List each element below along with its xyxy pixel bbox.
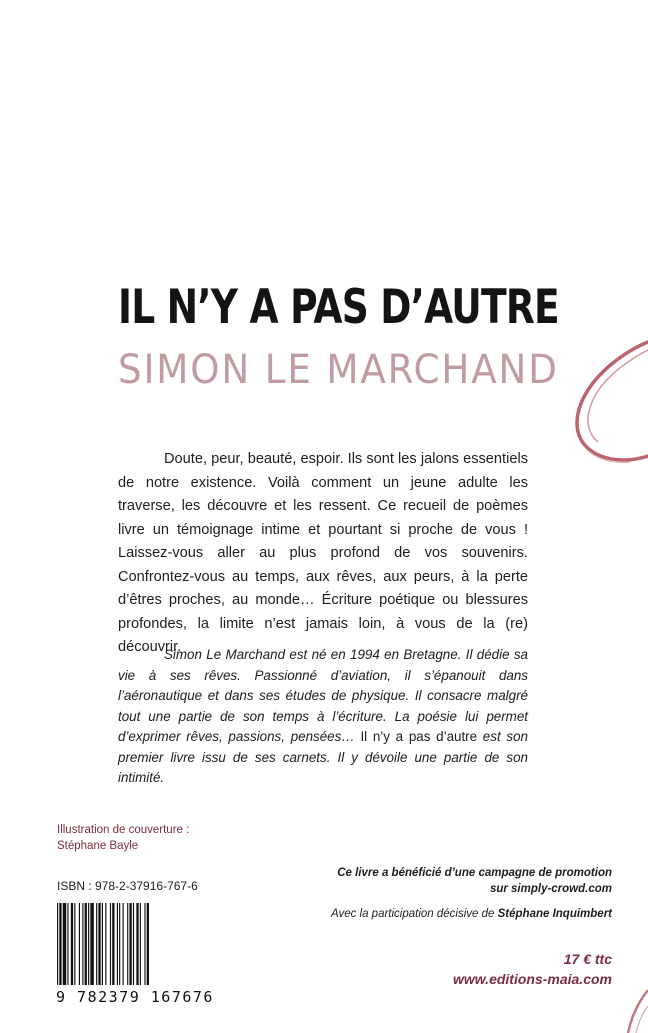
- book-title: IL N’Y A PAS D’AUTRE: [118, 280, 559, 335]
- promotion-line-2: sur simply-crowd.com: [489, 883, 612, 895]
- author-bio-part2: est son premier livre issu de ses carnets. Il y dévoile une partie de son intimité.: [118, 729, 528, 785]
- partner-name: Stéphane Inquimbert: [497, 908, 612, 920]
- author-name: SIMON LE MARCHAND: [118, 347, 559, 393]
- barcode-bar: [112, 903, 114, 985]
- barcode-bar: [127, 903, 128, 985]
- barcode-bar: [110, 903, 111, 985]
- barcode: [57, 903, 197, 985]
- partner-note: [331, 906, 612, 922]
- barcode-bar: [147, 903, 149, 985]
- barcode-bar: [82, 903, 83, 985]
- barcode-bar: [102, 903, 103, 985]
- barcode-bar: [90, 903, 93, 985]
- author-bio-part1: Simon Le Marchand est né en 1994 en Bretagne. Il dédie sa vie à ses rêves. Passionné d’aviation, il s’épanouit dans l’aéronautique et dans ses études de physique. Il consacre malgré tout une partie de son temps à l’écriture. La poésie lui permet d’exprimer rêves, passions, pensées…: [118, 647, 528, 744]
- illustration-credit: [57, 822, 189, 854]
- barcode-bar: [117, 903, 118, 985]
- barcode-bar: [71, 903, 73, 985]
- barcode-bar: [119, 903, 120, 985]
- barcode-bar: [136, 903, 138, 985]
- barcode-bar: [144, 903, 145, 985]
- promotion-note: [337, 865, 612, 897]
- barcode-bar: [67, 903, 68, 985]
- isbn: ISBN : 978-2-37916-767-6: [57, 879, 198, 893]
- book-summary: Doute, peur, beauté, espoir. Ils sont les jalons essentiels de notre existence. Voilà comment un jeune adulte les traverse, les découvre et les ressent. Ce recueil de poèmes livre un témoignage intime et pourtant si proche de vous ! Laissez-vous aller au plus profond de vos souvenirs. Confrontez-vous au temps, aux rêves, aux peurs, à la perte d’êtres proches, au monde… Écriture poétique ou blessures profondes, la limite n’est jamais loin, à vous de la (re) découvrir.: [118, 451, 528, 655]
- barcode-bar: [129, 903, 131, 985]
- barcode-bar: [98, 903, 100, 985]
- author-bio: [118, 645, 528, 789]
- promotion-line-1: Ce livre a bénéficié d’une campagne de promotion: [337, 867, 612, 879]
- barcode-bar: [140, 903, 141, 985]
- barcode-bar: [123, 903, 124, 985]
- barcode-bar: [96, 903, 97, 985]
- barcode-bar: [85, 903, 87, 985]
- barcode-bar: [105, 903, 106, 985]
- barcode-bar: [88, 903, 89, 985]
- barcode-bar: [74, 903, 75, 985]
- barcode-bar: [57, 903, 58, 985]
- illustration-credit-name: Stéphane Bayle: [57, 840, 139, 852]
- barcode-bar: [79, 903, 80, 985]
- price: 17 € ttc: [563, 951, 612, 967]
- illustration-credit-label: Illustration de couverture :: [57, 824, 190, 836]
- publisher-website: www.editions-maia.com: [453, 971, 612, 987]
- barcode-bar: [63, 903, 66, 985]
- author-bio-book-title: Il n’y a pas d’autre: [360, 729, 478, 744]
- barcode-bar: [59, 903, 61, 985]
- partner-prefix: Avec la participation décisive de: [330, 908, 498, 920]
- barcode-digits: 9 782379 167676: [56, 988, 214, 1006]
- barcode-bar: [133, 903, 134, 985]
